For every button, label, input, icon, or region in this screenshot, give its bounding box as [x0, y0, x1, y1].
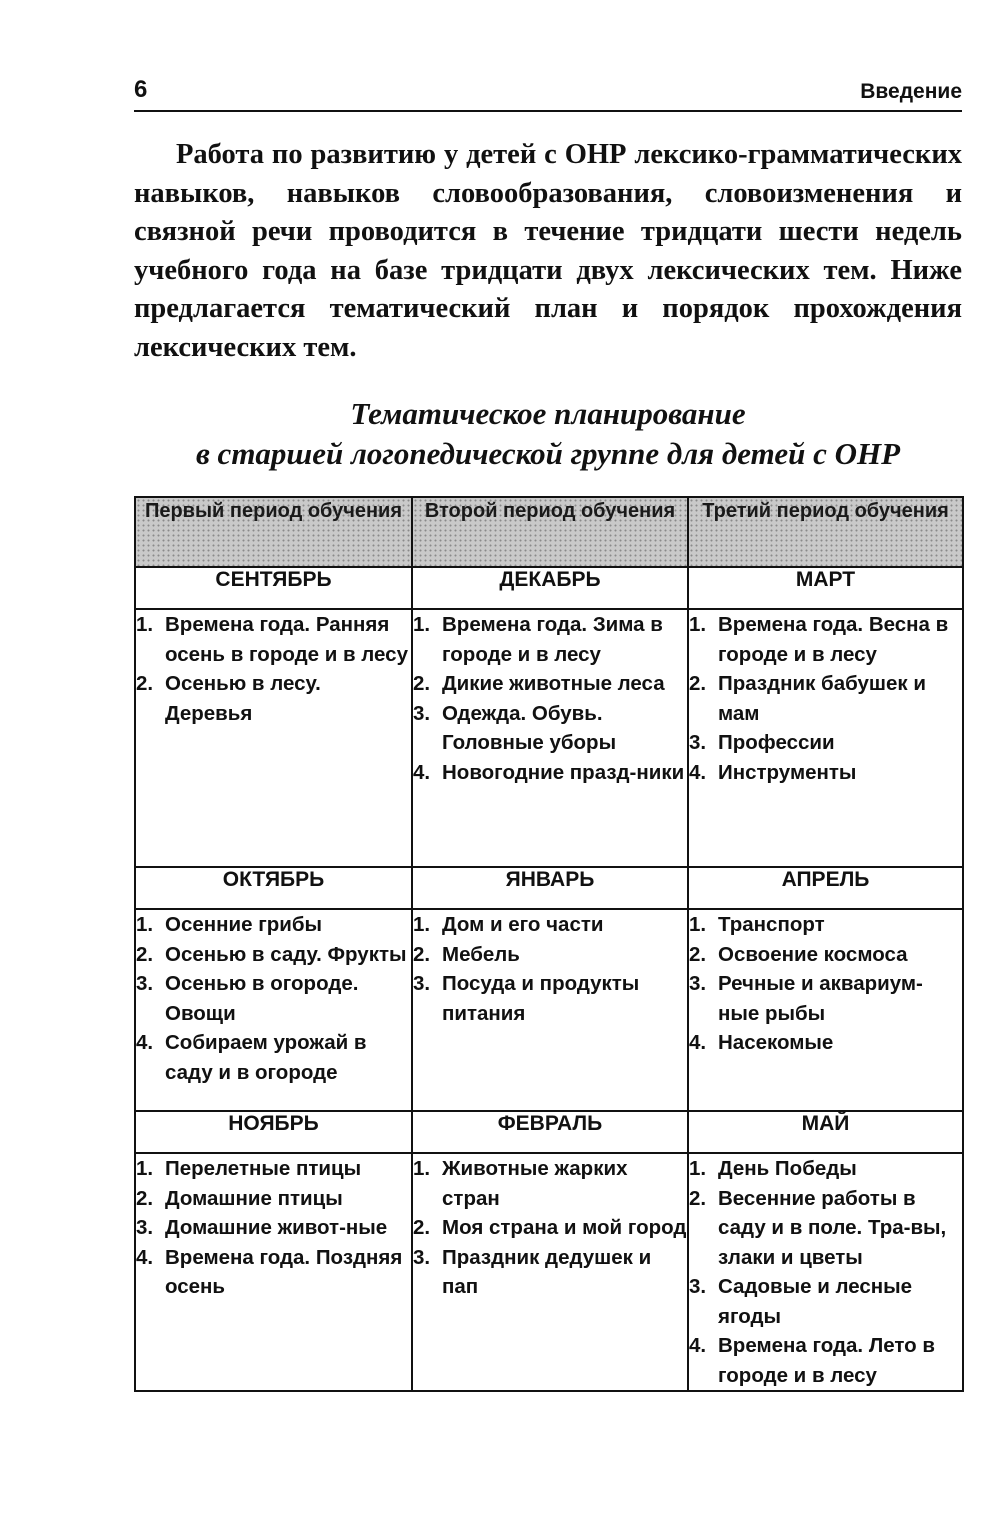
topic-text: Моя страна и мой город [442, 1216, 687, 1239]
topic-item [136, 1243, 411, 1302]
topic-number: 1. [689, 1157, 707, 1180]
topic-number: 1. [413, 913, 431, 936]
topics-cell [412, 1153, 688, 1391]
topics-cell [135, 1153, 412, 1391]
topic-number: 3. [689, 1275, 707, 1298]
topic-item [136, 1028, 411, 1087]
intro-paragraph: Работа по развитию у детей с ОНР лексико-грамматических навыков, навыков словообразования, словоизменения и связной речи проводится в течение тридцати шести недель учебного года на базе тридцати двух лексических тем. Ниже предлагается тематический план и порядок прохождения лексических тем. [134, 139, 962, 363]
topic-number: 1. [136, 913, 154, 936]
topic-text: Праздник дедушек и пап [442, 1245, 652, 1298]
topic-item [689, 969, 962, 1028]
topic-item [689, 1272, 962, 1331]
topics-cell [412, 609, 688, 867]
topic-number: 3. [689, 972, 707, 995]
topic-list [413, 610, 687, 787]
topic-number: 4. [689, 760, 707, 784]
topic-text: Новогодние празд-ники [442, 760, 685, 784]
topic-number: 2. [413, 672, 431, 695]
topic-number: 1. [413, 1157, 431, 1180]
topics-cell [688, 609, 963, 867]
month-row [135, 567, 963, 609]
topic-item [136, 1213, 411, 1243]
running-head [134, 76, 962, 112]
topic-text: Осенью в лесу. Деревья [165, 672, 321, 725]
topic-item [136, 1184, 411, 1214]
topic-number: 2. [689, 1186, 707, 1210]
topic-item [689, 669, 962, 728]
topic-list [136, 1154, 411, 1302]
period-header: Третий период обучения [688, 497, 963, 567]
topic-item [136, 940, 411, 970]
topic-text: Речные и аквариум-ные рыбы [718, 972, 923, 1025]
month-row [135, 867, 963, 909]
topic-text: Транспорт [718, 913, 825, 936]
topic-text: Профессии [718, 731, 835, 754]
topic-number: 1. [136, 1157, 154, 1180]
table-heading-line-2: в старшей логопедической группе для детей с ОНР [195, 436, 901, 471]
topic-number: 3. [136, 972, 154, 995]
topics-cell [135, 609, 412, 867]
topic-item [689, 1154, 962, 1184]
topic-item [689, 610, 962, 669]
topic-item [689, 758, 962, 788]
topic-list [136, 610, 411, 728]
topic-list [689, 1154, 962, 1390]
topic-text: Посуда и продукты питания [442, 972, 640, 1025]
topic-item [413, 910, 687, 940]
topic-text: Освоение космоса [718, 942, 908, 966]
topic-item [136, 610, 411, 669]
topic-number: 1. [689, 613, 707, 636]
table-heading-line-1: Тематическое планирование [350, 396, 746, 431]
topics-cell [688, 1153, 963, 1391]
topic-number: 3. [413, 701, 431, 725]
topic-text: Садовые и лесные ягоды [718, 1275, 913, 1328]
month-cell: СЕНТЯБРЬ [135, 567, 412, 609]
month-cell: НОЯБРЬ [135, 1111, 412, 1153]
topic-number: 4. [136, 1245, 154, 1269]
plan-body [135, 567, 963, 1391]
topic-text: Осенью в огороде. Овощи [165, 972, 359, 1025]
topics-row [135, 609, 963, 867]
topic-text: Дикие животные леса [442, 672, 665, 695]
topic-text: Осенние грибы [165, 913, 323, 936]
month-cell: ЯНВАРЬ [412, 867, 688, 909]
topic-item [413, 940, 687, 970]
topic-number: 3. [689, 731, 707, 754]
topic-number: 4. [136, 1031, 154, 1054]
topic-number: 4. [413, 760, 431, 784]
topic-text: Времена года. Ранняя осень в городе и в лесу [165, 613, 408, 666]
topic-text: Перелетные птицы [165, 1157, 362, 1180]
topic-item [689, 1028, 962, 1058]
topic-number: 2. [689, 942, 707, 966]
topic-text: Времена года. Поздняя осень [165, 1245, 403, 1298]
topic-number: 4. [689, 1031, 707, 1054]
topic-text: Дом и его части [442, 913, 604, 936]
topic-item [413, 669, 687, 699]
topic-text: Осенью в саду. Фрукты [165, 942, 407, 966]
topics-cell [412, 909, 688, 1111]
topic-list [413, 1154, 687, 1302]
month-cell: АПРЕЛЬ [688, 867, 963, 909]
month-cell: ФЕВРАЛЬ [412, 1111, 688, 1153]
section-title: Введение [860, 80, 962, 103]
topics-row [135, 1153, 963, 1391]
topic-number: 2. [413, 1216, 431, 1239]
thematic-plan-table [134, 496, 964, 1392]
topic-text: Времена года. Лето в городе и в лесу [718, 1334, 935, 1387]
topic-text: Времена года. Зима в городе и в лесу [442, 613, 663, 666]
topic-text: День Победы [718, 1157, 857, 1180]
topic-text: Времена года. Весна в городе и в лесу [718, 613, 949, 666]
topic-number: 2. [136, 942, 154, 966]
topic-item [136, 910, 411, 940]
topic-item [689, 940, 962, 970]
topic-text: Домашние живот-ные [165, 1216, 388, 1239]
topics-cell [688, 909, 963, 1111]
topic-number: 3. [136, 1216, 154, 1239]
topic-item [413, 969, 687, 1028]
month-cell: ОКТЯБРЬ [135, 867, 412, 909]
topic-number: 3. [413, 1245, 431, 1269]
period-header-row [135, 497, 963, 567]
topic-item [689, 1331, 962, 1390]
topic-text: Мебель [442, 942, 520, 966]
topic-item [413, 1243, 687, 1302]
topic-number: 1. [689, 913, 707, 936]
topic-number: 2. [136, 1186, 154, 1210]
month-row [135, 1111, 963, 1153]
topic-text: Животные жарких стран [442, 1157, 628, 1210]
topic-item [136, 969, 411, 1028]
topic-list [136, 910, 411, 1087]
table-heading [134, 394, 962, 474]
topic-number: 1. [136, 613, 154, 636]
topic-text: Насекомые [718, 1031, 834, 1054]
period-header: Второй период обучения [412, 497, 688, 567]
topic-item [689, 910, 962, 940]
topic-item [413, 699, 687, 758]
topic-list [689, 610, 962, 787]
topic-text: Одежда. Обувь. Головные уборы [442, 701, 617, 754]
topic-list [413, 910, 687, 1028]
topic-number: 2. [689, 672, 707, 695]
topic-number: 2. [136, 672, 154, 695]
page-number: 6 [134, 76, 148, 103]
topics-cell [135, 909, 412, 1111]
topic-item [413, 610, 687, 669]
month-cell: ДЕКАБРЬ [412, 567, 688, 609]
topic-number: 1. [413, 613, 431, 636]
topic-item [689, 1184, 962, 1273]
topic-text: Собираем урожай в саду и в огороде [165, 1031, 367, 1084]
topic-item [689, 728, 962, 758]
topics-row [135, 909, 963, 1111]
topic-text: Домашние птицы [165, 1186, 343, 1210]
topic-item [413, 758, 687, 788]
topic-item [136, 1154, 411, 1184]
topic-item [413, 1213, 687, 1243]
topic-text: Праздник бабушек и мам [718, 672, 926, 725]
period-header: Первый период обучения [135, 497, 412, 567]
topic-text: Весенние работы в саду и в поле. Тра-вы, злаки и цветы [718, 1186, 947, 1269]
topic-number: 2. [413, 942, 431, 966]
topic-number: 4. [689, 1334, 707, 1357]
topic-number: 3. [413, 972, 431, 995]
topic-list [689, 910, 962, 1058]
month-cell: МАЙ [688, 1111, 963, 1153]
month-cell: МАРТ [688, 567, 963, 609]
topic-item [413, 1154, 687, 1213]
topic-text: Инструменты [718, 760, 857, 784]
topic-item [136, 669, 411, 728]
